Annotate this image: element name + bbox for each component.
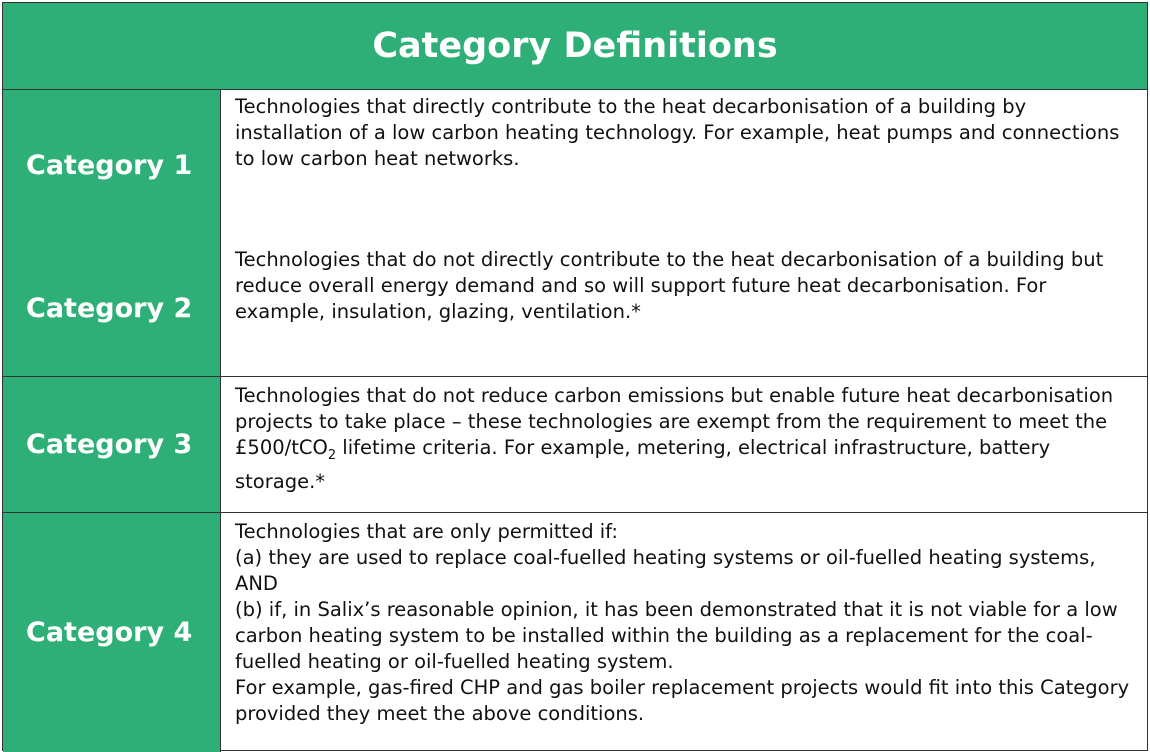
category-2-label: Category 2 — [26, 292, 193, 324]
category-4-row — [3, 513, 1147, 752]
table-header — [3, 3, 1147, 90]
category-definitions-table — [2, 2, 1148, 751]
category-4-label-cell — [3, 513, 221, 752]
category-1-row — [3, 90, 1147, 240]
category-3-text-after: lifetime criteria. For example, metering, electrical infrastructure, battery storage.* — [235, 436, 1051, 493]
category-2-label-cell — [3, 240, 221, 376]
category-2-row — [3, 240, 1147, 377]
category-4-line: Technologies that are only permitted if: — [235, 520, 618, 543]
category-2-text: Technologies that do not directly contribute to the heat decarbonisation of a building but reduce overall energy demand and so will support future heat decarbonisation. For example, insulation, glazing, ventilation.* — [235, 248, 1104, 323]
category-4-line: For example, gas-fired CHP and gas boiler replacement projects would fit into this Category provided they meet the above conditions. — [235, 676, 1130, 725]
table-title: Category Definitions — [372, 26, 778, 66]
category-4-label: Category 4 — [26, 617, 193, 648]
category-3-subscript: 2 — [327, 447, 337, 463]
category-3-text-before: Technologies that do not reduce carbon emissions but enable future heat decarbonisation projects to take place – these technologies are exempt from the requirement to meet the £500/tCO — [235, 384, 1114, 459]
category-1-description — [235, 94, 1133, 172]
category-3-text — [235, 383, 1133, 495]
category-2-description — [235, 247, 1133, 325]
category-4-line: (b) if, in Salix’s reasonable opinion, it has been demonstrated that it is not viable for a low carbon heating system to be installed within the building as a replacement for the coal-fuelled heating or oil-fuelled heating system. — [235, 598, 1118, 673]
category-3-row — [3, 377, 1147, 513]
category-3-label: Category 3 — [26, 429, 193, 460]
category-4-line: (a) they are used to replace coal-fuelled heating systems or oil-fuelled heating systems, — [235, 546, 1096, 569]
category-4-line: AND — [235, 572, 278, 595]
category-3-description — [235, 383, 1133, 495]
category-3-label-cell — [3, 377, 221, 512]
category-1-label: Category 1 — [26, 149, 193, 181]
category-4-description — [235, 519, 1133, 727]
category-1-label-cell — [3, 90, 221, 240]
category-1-text: Technologies that directly contribute to the heat decarbonisation of a building by installation of a low carbon heating technology. For example, heat pumps and connections to low carbon heat networks. — [235, 95, 1120, 170]
